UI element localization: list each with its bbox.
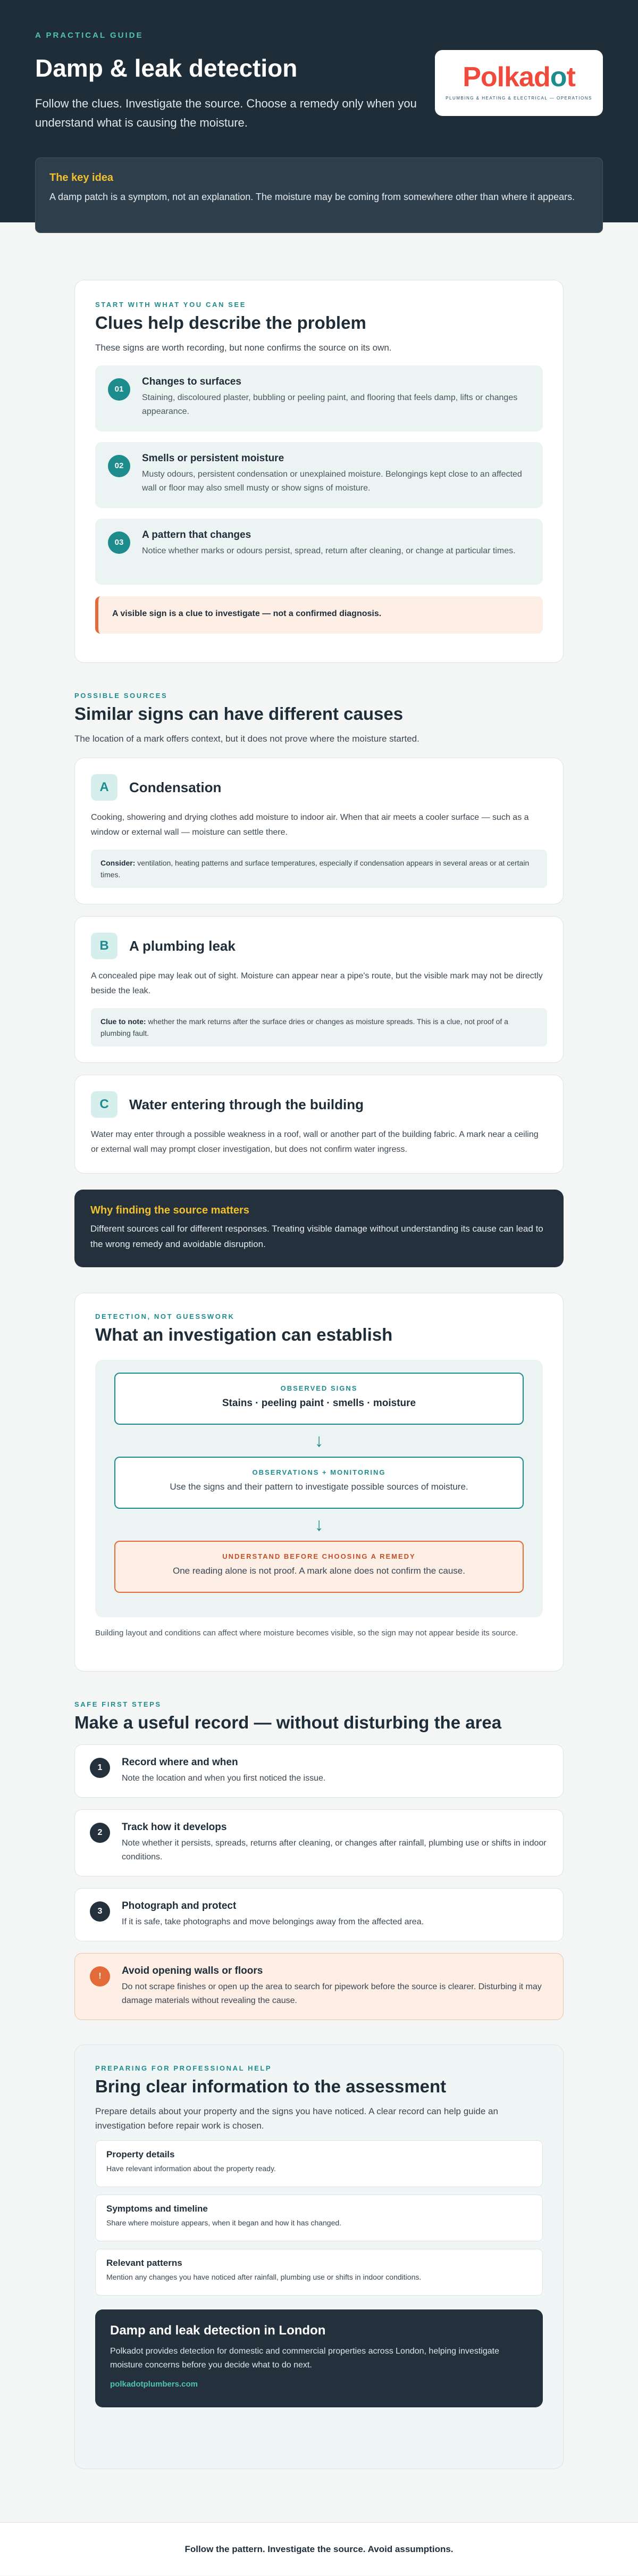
investigation-title: What an investigation can establish (95, 1325, 393, 1344)
flow-box-label: UNDERSTAND BEFORE CHOOSING A REMEDY (222, 1552, 416, 1560)
prep-item-text: Share where moisture appears, when it began and how it has changed. (106, 2218, 342, 2227)
prep-item-title: Property details (106, 2149, 175, 2159)
prep-kicker: PREPARING FOR PROFESSIONAL HELP (95, 2064, 272, 2072)
investigation-footnote: Building layout and conditions can affect where moisture becomes visible, so the sign may not appear beside its source. (95, 1628, 518, 1638)
clue-title: Smells or persistent moisture (142, 453, 284, 464)
clues-kicker: START WITH WHAT YOU CAN SEE (95, 301, 246, 309)
investigation-card (74, 1293, 564, 1672)
london-service-box (95, 2309, 543, 2407)
prep-item (95, 2140, 543, 2187)
website-link[interactable]: polkadotplumbers.com (110, 2380, 198, 2389)
steps-section (74, 1672, 564, 2020)
step-item (74, 1888, 564, 1941)
warning-icon: ! (90, 1966, 110, 1987)
causes-section (74, 663, 564, 1267)
cause-text: A concealed pipe may leak out of sight. Moisture can appear near a pipe's route, but the visible mark may not be directly beside the leak. (91, 971, 543, 995)
key-idea-title: The key idea (49, 172, 114, 184)
flow-box-observed-signs (114, 1373, 524, 1425)
main-content (0, 222, 638, 2469)
cause-card-water-entry (74, 1075, 564, 1174)
prep-item-title: Relevant patterns (106, 2258, 182, 2268)
causes-lead: The location of a mark offers context, but it does not prove where the moisture started. (74, 734, 419, 744)
clue-text: Notice whether marks or odours persist, spread, return after cleaning, or change at particular times. (142, 546, 516, 555)
prep-title: Bring clear information to the assessment (95, 2076, 447, 2096)
step-title: Record where and when (122, 1757, 238, 1768)
page-title: Damp & leak detection (35, 54, 298, 82)
step-item (74, 1744, 564, 1798)
step-text: If it is safe, take photographs and move belongings away from the affected area. (122, 1917, 424, 1926)
cause-title: Water entering through the building (129, 1096, 364, 1112)
prep-item-text: Have relevant information about the property ready. (106, 2164, 276, 2173)
key-idea-box (35, 157, 603, 233)
step-number: 1 (90, 1758, 110, 1778)
prep-item-title: Symptoms and timeline (106, 2204, 208, 2214)
clue-number: 01 (108, 378, 130, 401)
steps-title: Make a useful record — without disturbing the area (74, 1713, 502, 1732)
step-number: 2 (90, 1823, 110, 1843)
key-idea-text: A damp patch is a symptom, not an explanation. The moisture may be coming from somewhere other than where it appears. (49, 192, 575, 202)
london-title: Damp and leak detection in London (110, 2323, 326, 2338)
step-alert-avoid-opening (74, 1953, 564, 2020)
down-arrow-icon: ↓ (314, 1431, 324, 1451)
hero-eyebrow: A PRACTICAL GUIDE (35, 31, 144, 40)
clues-card (74, 280, 564, 663)
prep-lead: Prepare details about your property and the signs you have noticed. A clear record can help guide an investigation before repair work is chosen. (95, 2106, 498, 2131)
cause-text: Cooking, showering and drying clothes add moisture to indoor air. When that air meets a cooler surface — such as a window or external wall — moisture can settle there. (91, 813, 529, 837)
clue-title: Changes to surfaces (142, 376, 241, 387)
cause-letter: A (91, 774, 117, 801)
step-title: Track how it develops (122, 1822, 227, 1833)
clue-item (95, 519, 543, 585)
flow-box-label: OBSERVED SIGNS (280, 1384, 358, 1392)
cause-note: Clue to note: whether the mark returns after the surface dries or changes as moisture spreads. This is a clue, not proof of a plumbing fault. (91, 1008, 547, 1046)
flow-box-observations (114, 1457, 524, 1509)
matters-text: Different sources call for different responses. Treating visible damage without understanding its cause can lead to the wrong remedy and avoidable disruption. (90, 1224, 543, 1249)
prep-item-text: Mention any changes you have noticed after rainfall, plumbing use or shifts in indoor conditions. (106, 2273, 422, 2281)
flow-box-value: One reading alone is not proof. A mark alone does not confirm the cause. (172, 1566, 465, 1576)
prep-item (95, 2195, 543, 2241)
flow-box-label: OBSERVATIONS + MONITORING (252, 1468, 386, 1476)
flow-box-value: Stains · peeling paint · smells · moisture (222, 1398, 416, 1409)
investigation-kicker: DETECTION, NOT GUESSWORK (95, 1312, 235, 1320)
step-item (74, 1809, 564, 1876)
clue-item (95, 442, 543, 508)
cause-card-condensation (74, 758, 564, 904)
causes-kicker: POSSIBLE SOURCES (74, 692, 168, 700)
step-title: Photograph and protect (122, 1900, 237, 1912)
matters-title: Why finding the source matters (90, 1204, 249, 1216)
clue-number: 03 (108, 531, 130, 554)
alert-title: Avoid opening walls or floors (122, 1965, 263, 1976)
cause-title: A plumbing leak (129, 938, 236, 954)
why-source-matters-box (74, 1190, 564, 1267)
cause-letter: B (91, 933, 117, 959)
step-text: Note whether it persists, spreads, returns after cleaning, or changes after rainfall, plumbing use or shifts in indoor conditions. (122, 1839, 547, 1862)
alert-text: Do not scrape finishes or open up the area to search for pipework before the source is clearer. Disturbing it may damage materials without revealing the cause. (122, 1982, 542, 2005)
steps-kicker: SAFE FIRST STEPS (74, 1700, 162, 1708)
preparing-card (74, 2045, 564, 2469)
flow-box-understand (114, 1541, 524, 1593)
hero (0, 0, 638, 222)
causes-title: Similar signs can have different causes (74, 704, 404, 724)
hero-intro: Follow the clues. Investigate the source. Choose a remedy only when you understand what is causing the moisture. (35, 97, 417, 129)
cause-card-plumbing-leak (74, 916, 564, 1063)
cause-letter: C (91, 1091, 117, 1118)
clue-text: Staining, discoloured plaster, bubbling or peeling paint, and flooring that feels damp, lifts or changes appearance. (142, 393, 518, 416)
page-footer: Follow the pattern. Investigate the source. Avoid assumptions. (0, 2522, 638, 2575)
step-text: Note the location and when you first noticed the issue. (122, 1774, 326, 1783)
down-arrow-icon: ↓ (314, 1515, 324, 1535)
clue-number: 02 (108, 455, 130, 477)
investigation-flow (95, 1360, 543, 1617)
logo-wordmark: Polkadot (463, 62, 575, 93)
logo-tagline: PLUMBING & HEATING & ELECTRICAL — OPERATIONS (446, 96, 592, 101)
cause-title: Condensation (129, 779, 222, 795)
clues-title: Clues help describe the problem (95, 313, 366, 333)
cause-note: Consider: ventilation, heating patterns and surface temperatures, especially if condensation appears in several areas or at certain times. (91, 850, 547, 888)
clue-title: A pattern that changes (142, 529, 251, 541)
flow-box-value: Use the signs and their pattern to investigate possible sources of moisture. (170, 1482, 468, 1492)
london-text: Polkadot provides detection for domestic and commercial properties across London, helping investigate moisture concerns before you decide what to do next. (110, 2347, 499, 2370)
clue-item (95, 365, 543, 431)
step-number: 3 (90, 1901, 110, 1922)
prep-item (95, 2249, 543, 2296)
clues-lead: These signs are worth recording, but none confirms the source on its own. (95, 343, 392, 353)
cause-text: Water may enter through a possible weakness in a roof, wall or another part of the building fabric. A mark near a ceiling or external wall may prompt closer investigation, but does not confirm water ingress. (91, 1130, 539, 1154)
polkadot-logo (435, 50, 603, 116)
clue-text: Musty odours, persistent condensation or unexplained moisture. Belongings kept close to an affected wall or floor may also smell musty or show signs of moisture. (142, 470, 522, 493)
clue-warning: A visible sign is a clue to investigate — not a confirmed diagnosis. (95, 596, 543, 634)
